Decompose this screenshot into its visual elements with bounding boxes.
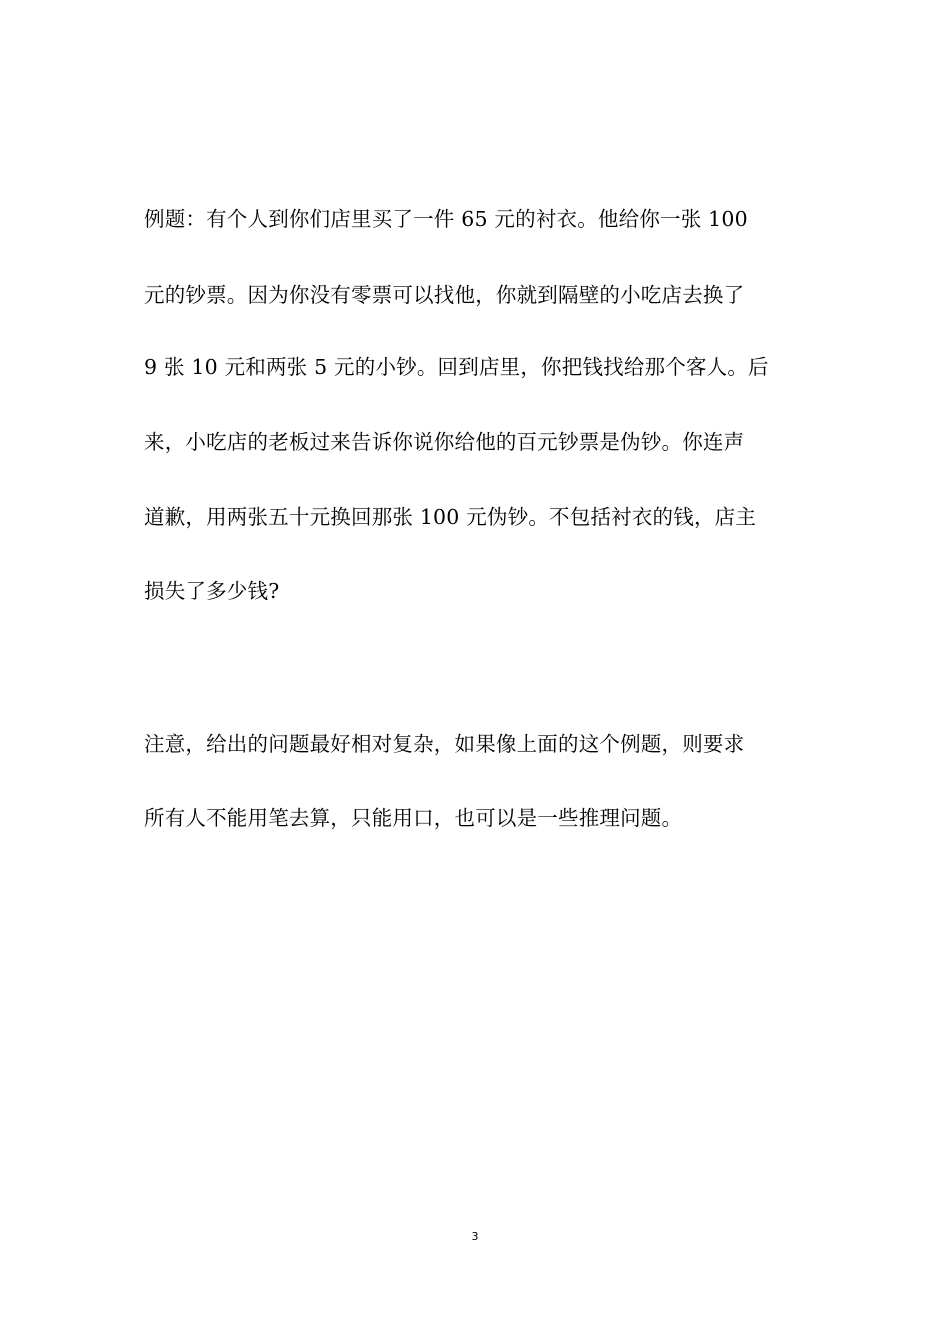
- example-line-5: 道歉，用两张五十元换回那张 100 元伪钞。不包括衬衣的钱，店主: [144, 505, 757, 529]
- page-number: 3: [471, 1230, 479, 1243]
- note-line-2: 所有人不能用笔去算，只能用口，也可以是一些推理问题。: [144, 806, 683, 830]
- example-line-3: 9 张 10 元和两张 5 元的小钞。回到店里，你把钱找给那个客人。后: [144, 355, 769, 379]
- example-line-2: 元的钞票。因为你没有零票可以找他，你就到隔壁的小吃店去换了: [144, 283, 745, 307]
- example-line-1: 例题：有个人到你们店里买了一件 65 元的衬衣。他给你一张 100: [144, 207, 748, 231]
- example-line-6: 损失了多少钱?: [144, 579, 280, 603]
- example-line-4: 来，小吃店的老板过来告诉你说你给他的百元钞票是伪钞。你连声: [144, 430, 745, 454]
- note-line-1: 注意，给出的问题最好相对复杂，如果像上面的这个例题，则要求: [144, 732, 745, 756]
